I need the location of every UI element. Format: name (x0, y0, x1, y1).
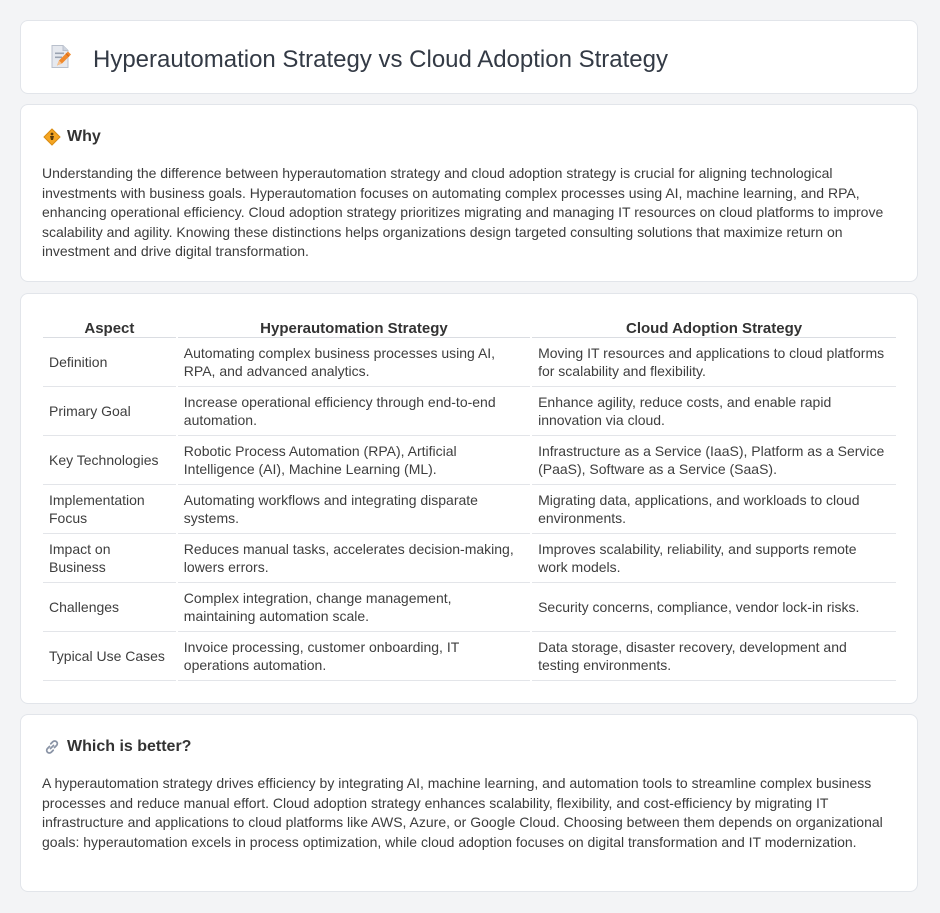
cloud-adoption-cell: Migrating data, applications, and workloads to cloud environments. (532, 485, 896, 534)
aspect-cell: Typical Use Cases (43, 632, 176, 681)
cloud-adoption-cell: Data storage, disaster recovery, development and testing environments. (532, 632, 896, 681)
document-edit-icon (47, 44, 73, 75)
title-card (20, 20, 918, 94)
why-heading: Why (67, 128, 101, 145)
hyperautomation-cell: Invoice processing, customer onboarding, IT operations automation. (178, 632, 530, 681)
header-aspect: Aspect (43, 315, 176, 338)
header-hyperautomation: Hyperautomation Strategy (178, 315, 530, 338)
aspect-cell: Implementation Focus (43, 485, 176, 534)
cloud-adoption-cell: Security concerns, compliance, vendor lock-in risks. (532, 583, 896, 632)
hyperautomation-cell: Increase operational efficiency through end-to-end automation. (178, 387, 530, 436)
table-row (43, 583, 896, 632)
table-row (43, 338, 896, 387)
comparison-card (20, 293, 918, 704)
cloud-adoption-cell: Improves scalability, reliability, and supports remote work models. (532, 534, 896, 583)
page-title: Hyperautomation Strategy vs Cloud Adoption Strategy (93, 46, 668, 73)
hyperautomation-cell: Automating workflows and integrating disparate systems. (178, 485, 530, 534)
header-cloud-adoption: Cloud Adoption Strategy (532, 315, 896, 338)
diamond-sign-icon (43, 128, 61, 146)
table-row (43, 534, 896, 583)
table-row (43, 632, 896, 681)
hyperautomation-cell: Complex integration, change management, maintaining automation scale. (178, 583, 530, 632)
which-is-better-section (20, 714, 918, 892)
table-header-row (43, 315, 896, 338)
aspect-cell: Definition (43, 338, 176, 387)
link-icon (43, 738, 61, 756)
why-section (20, 104, 918, 282)
aspect-cell: Primary Goal (43, 387, 176, 436)
hyperautomation-cell: Automating complex business processes using AI, RPA, and advanced analytics. (178, 338, 530, 387)
hyperautomation-cell: Robotic Process Automation (RPA), Artificial Intelligence (AI), Machine Learning (ML). (178, 436, 530, 485)
cloud-adoption-cell: Moving IT resources and applications to cloud platforms for scalability and flexibility. (532, 338, 896, 387)
better-heading: Which is better? (67, 738, 192, 755)
hyperautomation-cell: Reduces manual tasks, accelerates decision-making, lowers errors. (178, 534, 530, 583)
cloud-adoption-cell: Infrastructure as a Service (IaaS), Platform as a Service (PaaS), Software as a Service (SaaS). (532, 436, 896, 485)
aspect-cell: Key Technologies (43, 436, 176, 485)
table-row (43, 387, 896, 436)
table-row (43, 436, 896, 485)
better-text: A hyperautomation strategy drives efficiency by integrating AI, machine learning, and automation tools to streamline complex business processes and reduce manual effort. Cloud adoption strategy enhances scalability, flexibility, and cost-efficiency by migrating IT infrastructure and applications to cloud platforms like AWS, Azure, or Google Cloud. Choosing between them depends on organizational goals: hyperautomation excels in process optimization, while cloud adoption focuses on digital transformation and IT modernization. (42, 775, 883, 850)
aspect-cell: Challenges (43, 583, 176, 632)
why-text: Understanding the difference between hyperautomation strategy and cloud adoption strategy is crucial for aligning technological investments with business goals. Hyperautomation focuses on automating complex processes using AI, machine learning, and RPA, enhancing operational efficiency. Cloud adoption strategy prioritizes migrating and managing IT resources on cloud platforms to improve scalability and agility. Knowing these distinctions helps organizations design targeted consulting solutions that maximize return on investment and drive digital transformation. (42, 165, 884, 260)
table-row (43, 485, 896, 534)
comparison-table (41, 315, 898, 681)
aspect-cell: Impact on Business (43, 534, 176, 583)
cloud-adoption-cell: Enhance agility, reduce costs, and enable rapid innovation via cloud. (532, 387, 896, 436)
